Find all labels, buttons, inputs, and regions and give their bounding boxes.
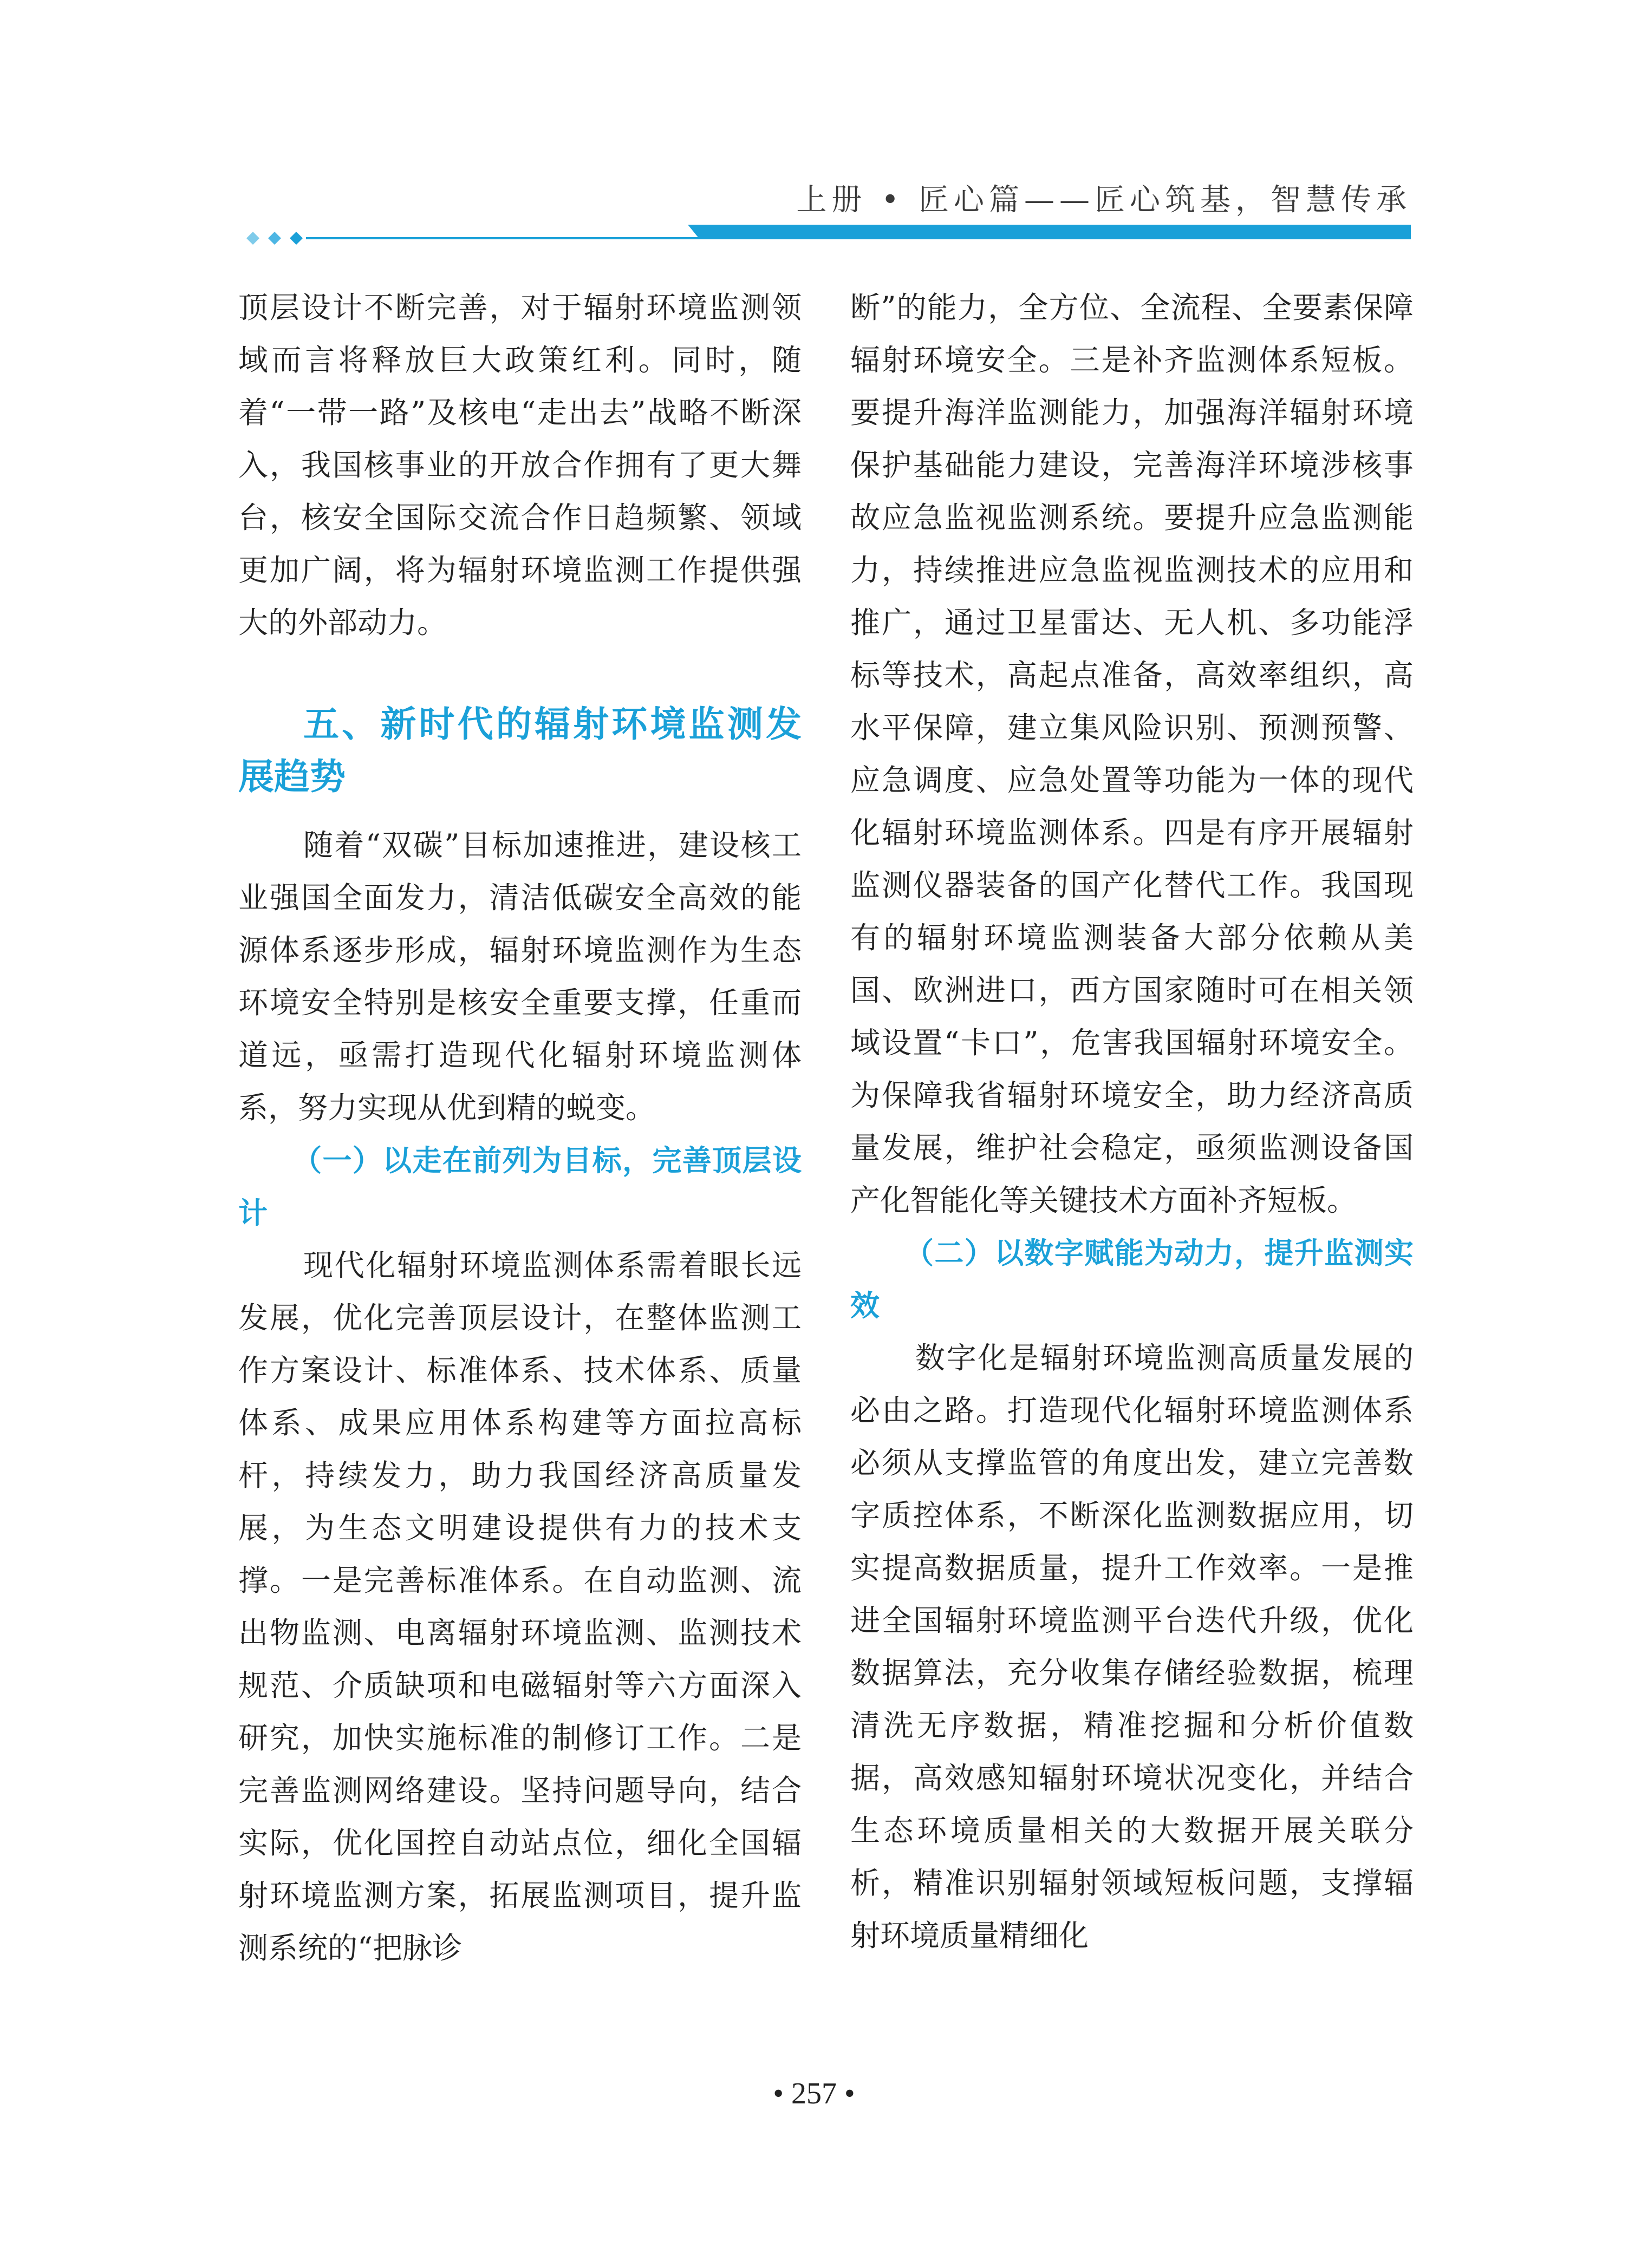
header-accent-bar — [688, 225, 1411, 239]
diamond-icon — [246, 232, 259, 245]
right-column — [850, 282, 1414, 1962]
sub-heading-1: （一）以走在前列为目标，完善顶层设计 — [238, 1143, 802, 1230]
right-paragraph-1: 断”的能力，全方位、全流程、全要素保障辐射环境安全。三是补齐监测体系短板。要提升海洋监测能力，加强海洋辐射环境保护基础能力建设，完善海洋环境涉核事故应急监视监测系统。要提升应急监测能力，持续推进应急监视监测技术的应用和推广，通过卫星雷达、无人机、多功能浮标等技术，高起点准备，高效率组织，高水平保障，建立集风险识别、预测预警、应急调度、应急处置等功能为一体的现代化辐射环境监测体系。四是有序开展辐射监测仪器装备的国产化替代工作。我国现有的辐射环境监测装备大部分依赖从美国、欧洲进口，西方国家随时可在相关领域设置“卡口”，危害我国辐射环境安全。为保障我省辐射环境安全，助力经济高质量发展，维护社会稳定，亟须监测设备国产化智能化等关键技术方面补齐短板。 — [850, 290, 1414, 1218]
left-paragraph-2: 随着“双碳”目标加速推进，建设核工业强国全面发力，清洁低碳安全高效的能源体系逐步形成，辐射环境监测作为生态环境安全特别是核安全重要支撑，任重而道远，亟需打造现代化辐射环境监测体系，努力实现从优到精的蜕变。 — [238, 828, 802, 1125]
right-paragraph-2: 数字化是辐射环境监测高质量发展的必由之路。打造现代化辐射环境监测体系必须从支撑监管的角度出发，建立完善数字质控体系，不断深化监测数据应用，切实提高数据质量，提升工作效率。一是推进全国辐射环境监测平台迭代升级，优化数据算法，充分收集存储经验数据，梳理清洗无序数据，精准挖掘和分析价值数据，高效感知辐射环境状况变化，并结合生态环境质量相关的大数据开展关联分析，精准识别辐射领域短板问题，支撑辐射环境质量精细化 — [850, 1341, 1414, 1953]
header-rule — [0, 217, 1628, 249]
diamond-icon — [290, 232, 303, 245]
diamond-icon — [268, 232, 281, 245]
section-heading: 五、新时代的辐射环境监测发展趋势 — [238, 703, 802, 798]
running-header: 上册 • 匠心篇——匠心筑基，智慧传承 — [796, 182, 1411, 218]
page-number: • 257 • — [773, 2077, 855, 2110]
left-paragraph-1: 顶层设计不断完善，对于辐射环境监测领域而言将释放巨大政策红利。同时，随着“一带一路”及核电“走出去”战略不断深入，我国核事业的开放合作拥有了更大舞台，核安全国际交流合作日趋频繁、领域更加广阔，将为辐射环境监测工作提供强大的外部动力。 — [238, 290, 802, 640]
left-paragraph-3: 现代化辐射环境监测体系需着眼长远发展，优化完善顶层设计，在整体监测工作方案设计、标准体系、技术体系、质量体系、成果应用体系构建等方面拉高标杆，持续发力，助力我国经济高质量发展，为生态文明建设提供有力的技术支撑。一是完善标准体系。在自动监测、流出物监测、电离辐射环境监测、监测技术规范、介质缺项和电磁辐射等六方面深入研究，加快实施标准的制修订工作。二是完善监测网络建设。坚持问题导向，结合实际，优化国控自动站点位，细化全国辐射环境监测方案，拓展监测项目，提升监测系统的“把脉诊 — [238, 1248, 802, 1965]
sub-heading-2: （二）以数字赋能为动力，提升监测实效 — [850, 1236, 1414, 1323]
left-column — [238, 282, 802, 1975]
